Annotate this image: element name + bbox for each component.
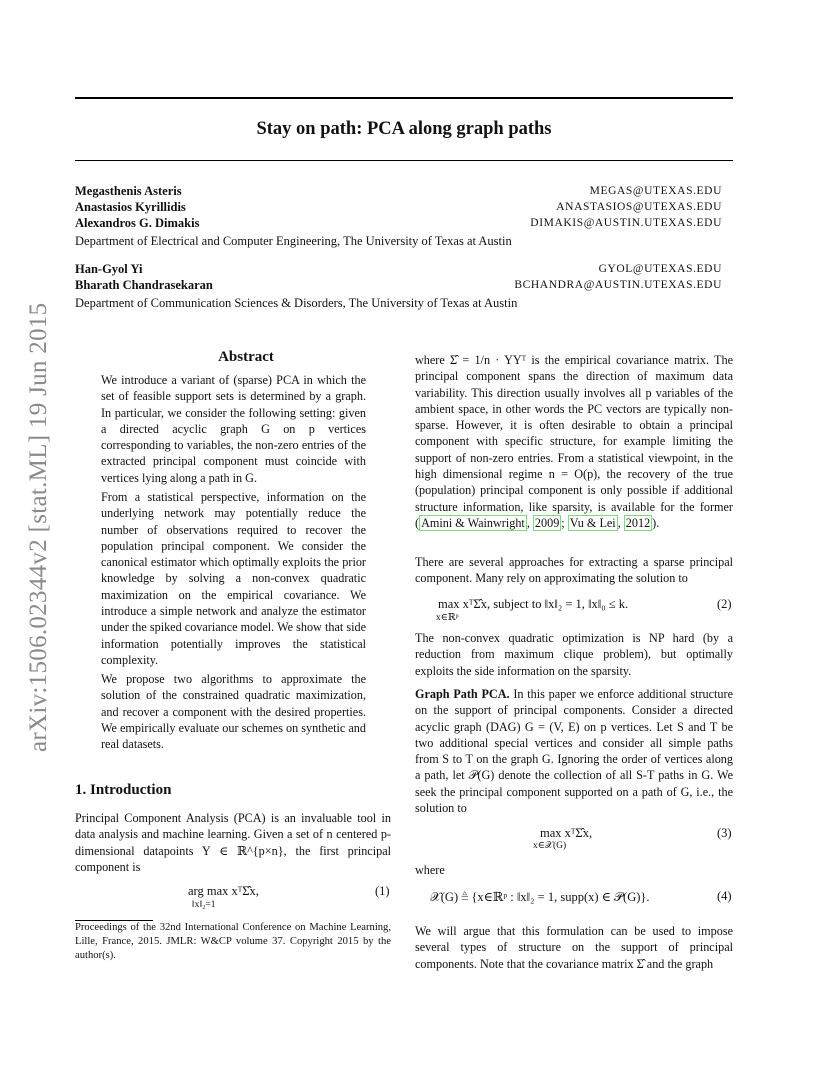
abstract-paragraph: We introduce a variant of (sparse) PCA in which the set of feasible support sets is determined by a graph. In particular, we consider the following setting: given a directed acyclic graph G on p vertices corresponding to variables, the non-zero entries of the extracted principal component must coincide with vertices lying along a path in G. <box>101 373 366 485</box>
top-rule <box>75 97 733 99</box>
right-paragraph: There are several approaches for extracting a sparse principal component. Many rely on approximating the solution to <box>415 555 733 586</box>
abstract-heading: Abstract <box>218 349 274 365</box>
author-row <box>75 215 722 232</box>
right-paragraph-end: ). <box>652 515 660 530</box>
author-email: MEGAS@UTEXAS.EDU <box>589 185 722 197</box>
intro-paragraph: Principal Component Analysis (PCA) is an invaluable tool in data analysis and machine learning. Given a set of n centered p-dimensional datapoints Y ∈ ℝ^{p×n}, the first principal component is <box>75 811 391 874</box>
abstract-paragraph: We propose two algorithms to approximate the solution of the constrained quadratic maximization, and recover a component with the desired properties. We empirically evaluate our schemes on synthetic and real datasets. <box>101 672 366 752</box>
citation-link[interactable]: 2009 <box>534 515 560 530</box>
footnote: Proceedings of the 32nd International Conference on Machine Learning, Lille, France, 2015. JMLR: W&CP volume 37. Copyright 2015 by the author(s). <box>75 922 391 962</box>
paper-title: Stay on path: PCA along graph paths <box>256 119 552 139</box>
right-paragraph: We will argue that this formulation can be used to impose several types of structure on the support of principal components. Note that the covariance matrix Σ̂ and the graph <box>415 924 733 971</box>
section-heading: 1. Introduction <box>75 782 172 798</box>
author-name: Megasthenis Asteris <box>75 184 182 198</box>
equation-1-subscript: ‖x‖₂=1 <box>192 900 216 910</box>
equation-1: arg max xᵀΣ̂x, <box>188 884 259 898</box>
right-paragraph: where Σ̂ = 1/n · YYᵀ is the empirical covariance matrix. The principal component spans the direction of maximum data variability. This direction usually involves all p variables of the ambient space, in other words the PC vectors are typically non-sparse. However, it is often desirable to obtain a principal component with specific structure, for example limiting the support of non-zero entries. From a statistical viewpoint, in the high dimensional regime n = O(p), the recovery of the true (population) principal component is only possible if additional structure information, like sparsity, is available for the former ( Amini & Wainwright , 2009 ; Vu & Lei , 2012 ). <box>415 353 733 530</box>
arxiv-stamp: arXiv:1506.02344v2 [stat.ML] 19 Jun 2015 <box>25 302 52 752</box>
author-email: BCHANDRA@AUSTIN.UTEXAS.EDU <box>514 279 722 291</box>
citation-link[interactable]: Vu & Lei <box>569 515 616 530</box>
equation-3: max xᵀΣ̂x, <box>540 826 593 840</box>
author-row <box>75 199 722 216</box>
author-email: DIMAKIS@AUSTIN.UTEXAS.EDU <box>530 217 722 229</box>
equation-1-number: (1) <box>375 884 390 898</box>
affiliation-1: Department of Electrical and Computer Engineering, The University of Texas at Austin <box>75 234 512 248</box>
citation-link[interactable]: 2012 <box>625 515 651 530</box>
author-name: Bharath Chandrasekaran <box>75 278 213 292</box>
equation-2-subscript: x∈ℝᵖ <box>436 613 459 623</box>
equation-3-number: (3) <box>717 826 732 840</box>
abstract-paragraph: From a statistical perspective, information on the underlying network may potentially reduce the number of observations required to recover the population principal component. We consider the canonical estimator which optimally exploits the prior knowledge by solving a non-convex quadratic maximization on the empirical covariance. We introduce a simple network and analyze the estimator under the spiked covariance model. We show that side information potentially improves the statistical complexity. <box>101 490 366 667</box>
right-paragraph-text: where Σ̂ = 1/n · YYᵀ is the empirical covariance matrix. The principal component spans the direction of maximum data variability. This direction usually involves all p variables of the ambient space, in other words the PC vectors are typically non-sparse. However, it is often desirable to obtain a principal component with specific structure, for example limiting the support of non-zero entries. From a statistical viewpoint, in the high dimensional regime n = O(p), the recovery of the true (population) principal component is only possible if additional structure information, like sparsity, is available for the former ( <box>415 353 733 530</box>
author-name: Han-Gyol Yi <box>75 262 143 276</box>
right-paragraph: The non-convex quadratic optimization is NP hard (by a reduction from maximum clique problem), but optimally exploits the side information on the sparsity. <box>415 631 733 678</box>
equation-4-number: (4) <box>717 889 732 903</box>
author-row <box>75 277 722 294</box>
equation-2: max xᵀΣ̂x, subject to ‖x‖₂ = 1, ‖x‖₀ ≤ k. <box>438 597 629 611</box>
author-row <box>75 261 722 278</box>
author-email: GYOL@UTEXAS.EDU <box>598 263 722 275</box>
author-name: Anastasios Kyrillidis <box>75 200 186 214</box>
equation-2-number: (2) <box>717 597 732 611</box>
title-bottom-rule <box>75 160 733 161</box>
where-label: where <box>415 863 445 877</box>
author-email: ANASTASIOS@UTEXAS.EDU <box>556 201 722 213</box>
equation-4: 𝒳(G) ≜ {x∈ℝᵖ : ‖x‖₂ = 1, supp(x) ∈ 𝒫(G)}. <box>430 890 650 904</box>
right-paragraph <box>415 686 733 816</box>
right-paragraph-text: In this paper we enforce additional structure on the support of principal components. Consider a directed acyclic graph (DAG) G = (V, E) on p vertices. Let S and T be two additional special vertices and consider all simple paths from S to T on the graph G. Ignoring the order of vertices along a path, let 𝒫(G) denote the collection of all S-T paths in G. We seek the principal component supported on a path of G, i.e., the solution to <box>415 687 733 816</box>
affiliation-2: Department of Communication Sciences & Disorders, The University of Texas at Austin <box>75 296 518 310</box>
citation-link[interactable]: Amini & Wainwright <box>421 515 525 530</box>
author-name: Alexandros G. Dimakis <box>75 216 200 230</box>
paragraph-run-in-heading: Graph Path PCA. <box>415 687 510 701</box>
equation-3-subscript: x∈𝒳(G) <box>533 841 567 851</box>
author-row <box>75 183 722 200</box>
